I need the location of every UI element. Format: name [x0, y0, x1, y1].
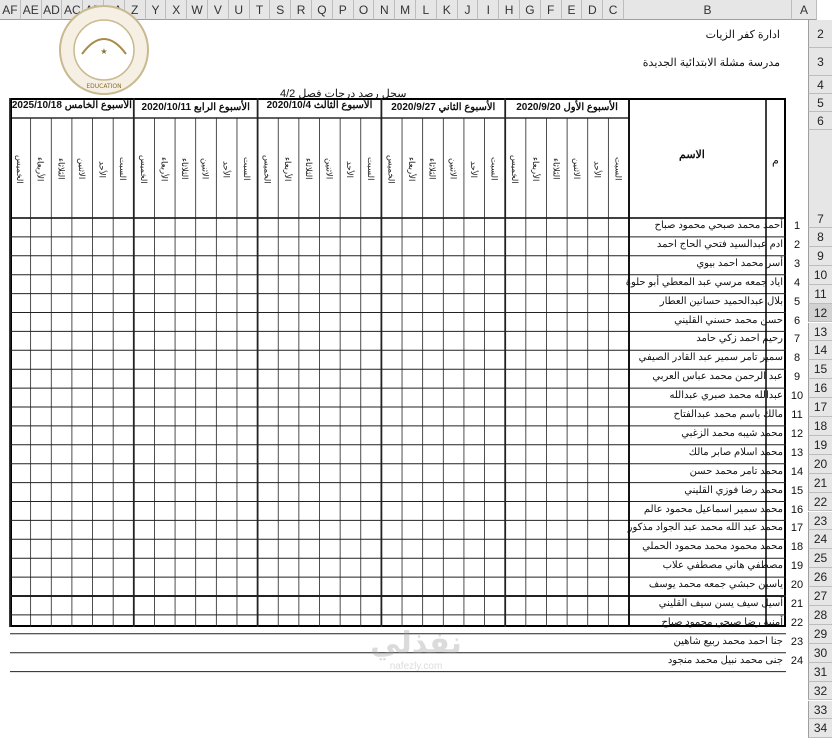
day-header: الخميس: [386, 154, 397, 184]
column-header-h[interactable]: H: [499, 0, 520, 20]
student-name[interactable]: محمد رضا فوزي القليني: [684, 484, 783, 496]
row-header-28[interactable]: 28: [808, 606, 832, 625]
student-name[interactable]: جنا احمد محمد ربيع شاهين: [673, 635, 783, 647]
day-header: الأحد: [592, 160, 603, 178]
column-header-s[interactable]: S: [270, 0, 291, 20]
column-header-m[interactable]: M: [395, 0, 416, 20]
student-number[interactable]: 2: [793, 238, 801, 251]
row-header-16[interactable]: 16: [808, 379, 832, 398]
student-number[interactable]: 4: [793, 276, 801, 289]
student-name[interactable]: أحمد محمد صبحي محمود صباح: [654, 220, 783, 231]
day-header: الخميس: [15, 154, 25, 184]
student-number[interactable]: 19: [790, 560, 804, 573]
column-header-g[interactable]: G: [520, 0, 541, 20]
student-number[interactable]: 20: [790, 579, 804, 592]
student-name[interactable]: محمد عبد الله محمد عبد الجواد مذكور: [627, 522, 783, 534]
column-header-a[interactable]: A: [792, 0, 817, 20]
row-header-3[interactable]: 3: [808, 48, 832, 76]
column-header-af[interactable]: AF: [0, 0, 21, 20]
student-name[interactable]: ادم عبدالسيد فتحي الحاج احمد: [656, 238, 783, 250]
column-header-v[interactable]: V: [208, 0, 229, 20]
column-header-o[interactable]: O: [354, 0, 375, 20]
row-header-31[interactable]: 31: [808, 663, 832, 682]
sheet-title: سجل رصد درجات فصل 4/2: [280, 88, 407, 100]
week-header-5: الأسبوع الخامس 2025/10/18: [11, 100, 132, 111]
row-header-15[interactable]: 15: [808, 360, 832, 379]
student-number[interactable]: 12: [790, 427, 804, 440]
column-header-c[interactable]: C: [603, 0, 624, 20]
row-header-20[interactable]: 20: [808, 455, 832, 474]
column-header-k[interactable]: K: [437, 0, 458, 20]
student-name[interactable]: ياسين حبشي جمعه محمد يوسف: [648, 579, 783, 591]
row-header-10[interactable]: 10: [808, 266, 832, 285]
column-header-p[interactable]: P: [333, 0, 354, 20]
day-header: الأربعاء: [407, 156, 418, 182]
student-number[interactable]: 17: [790, 522, 804, 535]
row-header-4[interactable]: 4: [808, 76, 832, 94]
column-header-l[interactable]: L: [416, 0, 437, 20]
column-header-z[interactable]: Z: [125, 0, 146, 20]
student-number[interactable]: 3: [793, 257, 801, 270]
student-name[interactable]: محمد اسلام صابر مالك: [688, 446, 783, 458]
watermark-url: nafezly.com: [389, 661, 443, 672]
column-header-ac[interactable]: AC: [62, 0, 83, 20]
row-header-24[interactable]: 24: [808, 530, 832, 549]
day-header: السبت: [118, 157, 129, 181]
row-header-8[interactable]: 8: [808, 228, 832, 247]
column-header-q[interactable]: Q: [312, 0, 333, 20]
week-header-1: الأسبوع الأول 2020/9/20: [516, 102, 618, 113]
student-number[interactable]: 9: [793, 371, 801, 384]
row-header-22[interactable]: 22: [808, 493, 832, 512]
column-header-n[interactable]: N: [374, 0, 395, 20]
day-header: الخميس: [262, 154, 273, 184]
day-header: الثلاثاء: [303, 158, 314, 180]
column-header-f[interactable]: F: [541, 0, 562, 20]
student-number[interactable]: 18: [790, 541, 804, 554]
student-name[interactable]: جنى محمد نبيل محمد منجود: [667, 654, 783, 666]
watermark-text: نفذلي: [370, 626, 462, 661]
row-header-21[interactable]: 21: [808, 474, 832, 493]
day-header: الاثنين: [572, 158, 583, 180]
row-header-7[interactable]: 7: [808, 130, 832, 228]
day-header: الأربعاء: [35, 156, 46, 182]
student-name[interactable]: حسن محمد حسني القليني: [674, 314, 783, 326]
student-name[interactable]: محمد سمير اسماعيل محمود عالم: [643, 503, 783, 515]
day-header: السبت: [613, 157, 624, 181]
student-name[interactable]: بلال عبدالحميد حسانين العطار: [659, 295, 783, 307]
column-header-w[interactable]: W: [187, 0, 208, 20]
number-column-header: م: [772, 155, 779, 167]
student-number[interactable]: 14: [790, 465, 804, 478]
row-header-33[interactable]: 33: [808, 701, 832, 720]
student-number[interactable]: 16: [790, 503, 804, 516]
column-header-ae[interactable]: AE: [21, 0, 42, 20]
student-number[interactable]: 1: [793, 220, 801, 232]
student-name[interactable]: محمد شيبه محمد الزغبي: [681, 427, 783, 439]
row-header-19[interactable]: 19: [808, 436, 832, 455]
day-header: الأحد: [468, 160, 479, 178]
column-header-y[interactable]: Y: [146, 0, 167, 20]
day-header: الأحد: [221, 160, 232, 178]
student-name[interactable]: أسيل سيف يسن سيف القليني: [658, 598, 783, 609]
student-number[interactable]: 11: [791, 409, 803, 421]
week-header-2: الأسبوع الثاني 2020/9/27: [391, 102, 496, 113]
student-number[interactable]: 7: [793, 333, 801, 346]
student-number[interactable]: 22: [790, 616, 804, 629]
row-header-18[interactable]: 18: [808, 417, 832, 436]
column-header-ad[interactable]: AD: [42, 0, 63, 20]
day-header: الأحد: [97, 160, 108, 178]
svg-text:★: ★: [100, 47, 108, 56]
student-number[interactable]: 10: [790, 390, 804, 403]
row-header-29[interactable]: 29: [808, 625, 832, 644]
row-header-5[interactable]: 5: [808, 94, 832, 112]
student-number[interactable]: 8: [793, 352, 801, 365]
day-header: الاثنين: [200, 158, 211, 180]
name-column-header: الاسم: [679, 149, 705, 161]
student-name[interactable]: أسر محمد احمد بيوي: [696, 257, 783, 269]
row-header-26[interactable]: 26: [808, 568, 832, 587]
day-header: الثلاثاء: [56, 158, 67, 180]
day-header: الاثنين: [324, 158, 335, 180]
day-header: الأربعاء: [159, 156, 170, 182]
school-label: مدرسة مشلة الابتدائية الجديدة: [642, 57, 780, 69]
column-header-t[interactable]: T: [250, 0, 271, 20]
row-header-9[interactable]: 9: [808, 247, 832, 266]
student-name[interactable]: مصطفي هاني مصطفي علاب: [662, 560, 783, 572]
day-header: الاثنين: [448, 158, 459, 180]
day-header: السبت: [241, 157, 252, 181]
student-name[interactable]: عبدالله محمد صبري عبدالله: [669, 390, 783, 402]
column-header-j[interactable]: J: [458, 0, 479, 20]
day-header: الاثنين: [76, 158, 87, 180]
student-number[interactable]: 13: [790, 446, 804, 459]
column-header-b[interactable]: B: [624, 0, 792, 20]
row-header-23[interactable]: 23: [808, 512, 832, 531]
column-header-r[interactable]: R: [291, 0, 312, 20]
row-header-25[interactable]: 25: [808, 549, 832, 568]
row-header-27[interactable]: 27: [808, 587, 832, 606]
row-header-12[interactable]: 12: [808, 304, 832, 323]
ministry-logo: [58, 4, 150, 96]
sheet-area[interactable]: [0, 20, 808, 685]
svg-text:EDUCATION: EDUCATION: [86, 83, 122, 90]
week-header-3: الأسبوع الثالث 2020/10/4: [266, 100, 373, 111]
row-header-34[interactable]: 34: [808, 719, 832, 738]
row-header-13[interactable]: 13: [808, 323, 832, 342]
student-number[interactable]: 6: [793, 314, 801, 327]
day-header: الثلاثاء: [551, 158, 562, 180]
student-name[interactable]: سمير تامر سمير عبد القادر الصيفي: [638, 352, 783, 364]
student-number[interactable]: 21: [790, 598, 804, 610]
student-number[interactable]: 24: [790, 654, 804, 667]
row-header-32[interactable]: 32: [808, 682, 832, 701]
week-header-4: الأسبوع الرابع 2020/10/11: [141, 102, 250, 113]
student-name[interactable]: عبد الرحمن محمد عباس العربي: [652, 371, 783, 383]
day-header: السبت: [489, 157, 500, 181]
day-header: الثلاثاء: [180, 158, 191, 180]
day-header: الخميس: [510, 154, 521, 184]
student-name[interactable]: اياد جمعه مرسي عبد المعطي أبو حلوة: [625, 276, 783, 288]
student-number[interactable]: 15: [790, 484, 804, 497]
student-name[interactable]: مالك باسم محمد عبدالفتاح: [673, 409, 783, 420]
student-number[interactable]: 5: [793, 295, 801, 308]
watermark-logo: [366, 626, 466, 686]
row-header-2[interactable]: 2: [808, 20, 832, 48]
day-header: الأربعاء: [530, 156, 541, 182]
day-header: الثلاثاء: [427, 158, 438, 180]
row-header-17[interactable]: 17: [808, 398, 832, 417]
student-name[interactable]: محمد تامر محمد حسن: [689, 465, 783, 477]
student-number[interactable]: 23: [790, 635, 804, 648]
row-header-14[interactable]: 14: [808, 341, 832, 360]
column-header-d[interactable]: D: [582, 0, 603, 20]
row-header-6[interactable]: 6: [808, 112, 832, 130]
student-name[interactable]: محمد محمود محمد محمود الحملي: [642, 541, 783, 553]
column-header-x[interactable]: X: [166, 0, 187, 20]
admin-label: ادارة كفر الزيات: [705, 29, 780, 41]
day-header: الخميس: [138, 154, 149, 184]
day-header: الأحد: [345, 160, 356, 178]
day-header: السبت: [365, 157, 376, 181]
row-header-11[interactable]: 11: [808, 285, 832, 304]
column-header-e[interactable]: E: [562, 0, 583, 20]
row-header-30[interactable]: 30: [808, 644, 832, 663]
student-name[interactable]: أمنية رضا صبحي محمود صباح: [661, 616, 783, 628]
column-header-i[interactable]: I: [478, 0, 499, 20]
student-name[interactable]: رحيم احمد زكي حامد: [696, 333, 783, 345]
day-header: الأربعاء: [283, 156, 294, 182]
column-header-u[interactable]: U: [229, 0, 250, 20]
